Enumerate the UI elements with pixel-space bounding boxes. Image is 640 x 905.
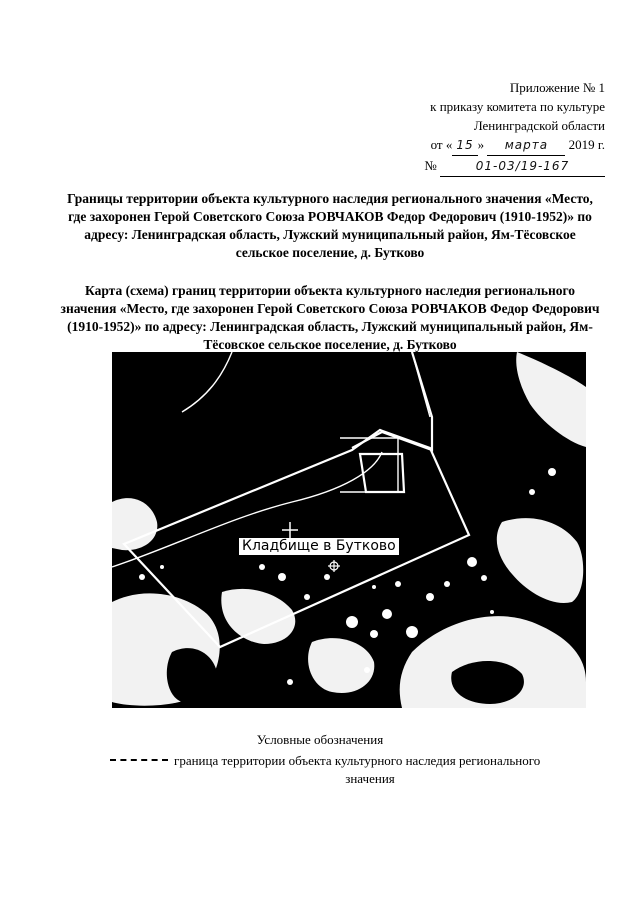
appendix-date (345, 135, 605, 156)
date-year: 2019 г. (568, 137, 605, 152)
cemetery-label: Кладбище в Бутково (239, 538, 399, 555)
appendix-order-number (345, 156, 605, 177)
document-title: Границы территории объекта культурного наследия регионального значения «Место, где захоронен Герой Советского Союза РОВЧАКОВ Федор Федорович (1910-1952)» по адресу: Ленинградская область, Лужский муниципальный район, Ям-Тёсовское сельское поселение, д. Бутково (67, 191, 593, 260)
date-mid: » (477, 137, 485, 152)
appendix-header (345, 78, 605, 177)
legend-item (110, 752, 590, 788)
map-title: Карта (схема) границ территории объекта культурного наследия регионального значения «Место, где захоронен Герой Советского Союза РОВЧАКОВ Федор Федорович (1910-1952)» по адресу: Ленинградская область, Лужский муниципальный район, Ям-Тёсовское сельское поселение, д. Бутково (60, 283, 600, 352)
legend-title: Условные обозначения (256, 732, 384, 747)
date-month: марта (487, 136, 565, 156)
number-prefix: № (424, 158, 437, 173)
satellite-map-image (112, 352, 586, 708)
appendix-region: Ленинградской области (473, 118, 605, 133)
legend-item-label: граница территории объекта культурного наследия регионального (174, 753, 541, 768)
appendix-number: Приложение № 1 (509, 80, 605, 95)
boundary-line-symbol (110, 759, 168, 761)
appendix-order-ref: к приказу комитета по культуре (430, 99, 605, 114)
date-prefix: от « (430, 137, 453, 152)
number-value: 01-03/19-167 (440, 157, 605, 177)
map-scheme (112, 352, 586, 708)
date-day: 15 (452, 136, 477, 156)
legend-item-label-cont: значения (345, 771, 395, 786)
